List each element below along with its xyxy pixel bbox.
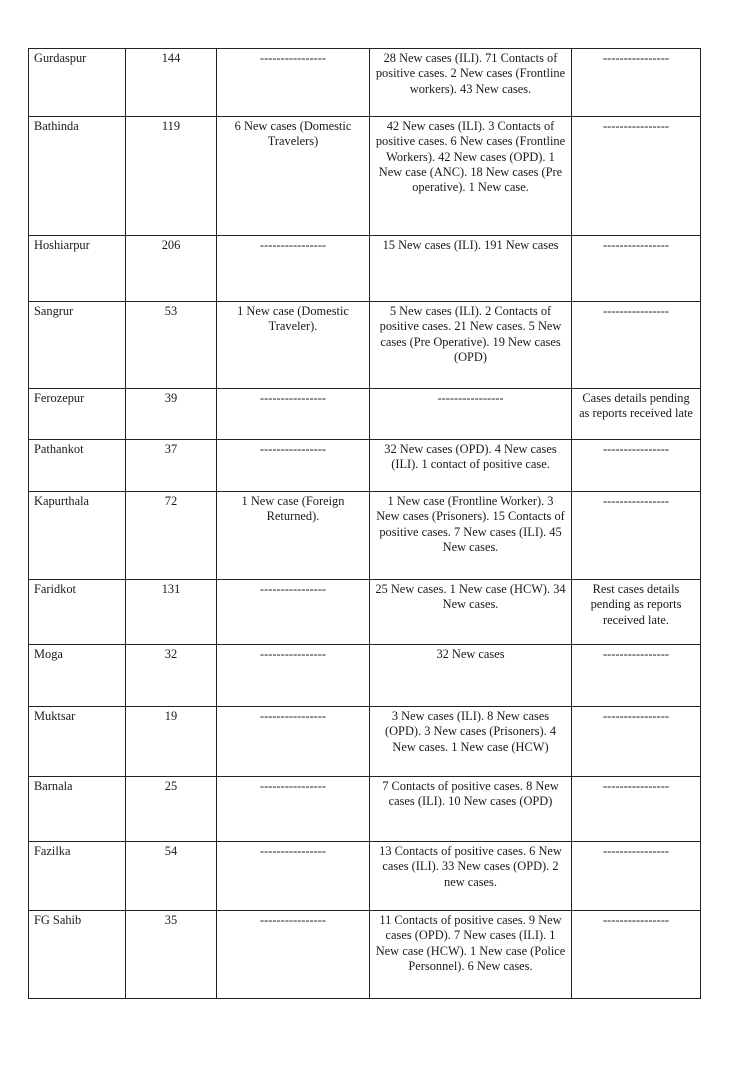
table-row <box>29 911 701 999</box>
travel-cases-cell: ---------------- <box>217 236 370 302</box>
case-count-cell: 39 <box>126 389 217 440</box>
table-row <box>29 117 701 236</box>
case-count-cell: 25 <box>126 777 217 842</box>
table-body <box>29 49 701 999</box>
travel-cases-cell: ---------------- <box>217 389 370 440</box>
remarks-cell: ---------------- <box>572 440 701 492</box>
remarks-cell: ---------------- <box>572 645 701 707</box>
table-row <box>29 236 701 302</box>
remarks-cell: ---------------- <box>572 911 701 999</box>
remarks-cell: ---------------- <box>572 492 701 580</box>
remarks-cell: ---------------- <box>572 842 701 911</box>
travel-cases-cell: ---------------- <box>217 777 370 842</box>
case-count-cell: 37 <box>126 440 217 492</box>
travel-cases-cell: ---------------- <box>217 440 370 492</box>
district-cell: Kapurthala <box>29 492 126 580</box>
case-details-cell: 28 New cases (ILI). 71 Contacts of positive cases. 2 New cases (Frontline workers). 43 New cases. <box>370 49 572 117</box>
case-count-cell: 119 <box>126 117 217 236</box>
table-row <box>29 492 701 580</box>
case-details-cell: 32 New cases <box>370 645 572 707</box>
case-details-cell: 25 New cases. 1 New case (HCW). 34 New cases. <box>370 580 572 645</box>
travel-cases-cell: ---------------- <box>217 707 370 777</box>
case-count-cell: 35 <box>126 911 217 999</box>
table-row <box>29 49 701 117</box>
case-details-cell: ---------------- <box>370 389 572 440</box>
travel-cases-cell: ---------------- <box>217 645 370 707</box>
travel-cases-cell: ---------------- <box>217 842 370 911</box>
travel-cases-cell: ---------------- <box>217 49 370 117</box>
remarks-cell: ---------------- <box>572 302 701 389</box>
case-details-cell: 15 New cases (ILI). 191 New cases <box>370 236 572 302</box>
case-details-cell: 5 New cases (ILI). 2 Contacts of positive cases. 21 New cases. 5 New cases (Pre Operative). 19 New cases (OPD) <box>370 302 572 389</box>
case-count-cell: 72 <box>126 492 217 580</box>
case-details-cell: 13 Contacts of positive cases. 6 New cases (ILI). 33 New cases (OPD). 2 new cases. <box>370 842 572 911</box>
table-row <box>29 389 701 440</box>
case-count-cell: 53 <box>126 302 217 389</box>
case-count-cell: 19 <box>126 707 217 777</box>
case-details-cell: 7 Contacts of positive cases. 8 New cases (ILI). 10 New cases (OPD) <box>370 777 572 842</box>
remarks-cell: ---------------- <box>572 777 701 842</box>
district-cases-table <box>28 48 701 999</box>
district-cell: Fazilka <box>29 842 126 911</box>
district-cell: Pathankot <box>29 440 126 492</box>
district-cell: Ferozepur <box>29 389 126 440</box>
table-row <box>29 707 701 777</box>
case-details-cell: 3 New cases (ILI). 8 New cases (OPD). 3 New cases (Prisoners). 4 New cases. 1 New case (HCW) <box>370 707 572 777</box>
district-cell: FG Sahib <box>29 911 126 999</box>
district-cell: Sangrur <box>29 302 126 389</box>
case-details-cell: 1 New case (Frontline Worker). 3 New cases (Prisoners). 15 Contacts of positive cases. 7 New cases (ILI). 45 New cases. <box>370 492 572 580</box>
table-row <box>29 842 701 911</box>
travel-cases-cell: ---------------- <box>217 911 370 999</box>
remarks-cell: ---------------- <box>572 117 701 236</box>
table-row <box>29 302 701 389</box>
district-cell: Barnala <box>29 777 126 842</box>
case-count-cell: 206 <box>126 236 217 302</box>
case-details-cell: 32 New cases (OPD). 4 New cases (ILI). 1 contact of positive case. <box>370 440 572 492</box>
district-cell: Muktsar <box>29 707 126 777</box>
district-cell: Gurdaspur <box>29 49 126 117</box>
case-count-cell: 32 <box>126 645 217 707</box>
district-cell: Moga <box>29 645 126 707</box>
travel-cases-cell: 1 New case (Domestic Traveler). <box>217 302 370 389</box>
table-row <box>29 645 701 707</box>
case-count-cell: 131 <box>126 580 217 645</box>
case-count-cell: 144 <box>126 49 217 117</box>
district-cell: Faridkot <box>29 580 126 645</box>
travel-cases-cell: 6 New cases (Domestic Travelers) <box>217 117 370 236</box>
remarks-cell: ---------------- <box>572 49 701 117</box>
case-details-cell: 42 New cases (ILI). 3 Contacts of positive cases. 6 New cases (Frontline Workers). 42 New cases (OPD). 1 New case (ANC). 18 New cases (Pre operative). 1 New case. <box>370 117 572 236</box>
table-row <box>29 777 701 842</box>
remarks-cell: ---------------- <box>572 707 701 777</box>
table-row <box>29 580 701 645</box>
case-details-cell: 11 Contacts of positive cases. 9 New cases (OPD). 7 New cases (ILI). 1 New case (HCW). 1 New case (Police Personnel). 6 New cases. <box>370 911 572 999</box>
case-count-cell: 54 <box>126 842 217 911</box>
table-row <box>29 440 701 492</box>
travel-cases-cell: 1 New case (Foreign Returned). <box>217 492 370 580</box>
remarks-cell: ---------------- <box>572 236 701 302</box>
district-cell: Hoshiarpur <box>29 236 126 302</box>
travel-cases-cell: ---------------- <box>217 580 370 645</box>
remarks-cell: Rest cases details pending as reports received late. <box>572 580 701 645</box>
remarks-cell: Cases details pending as reports received late <box>572 389 701 440</box>
district-cell: Bathinda <box>29 117 126 236</box>
